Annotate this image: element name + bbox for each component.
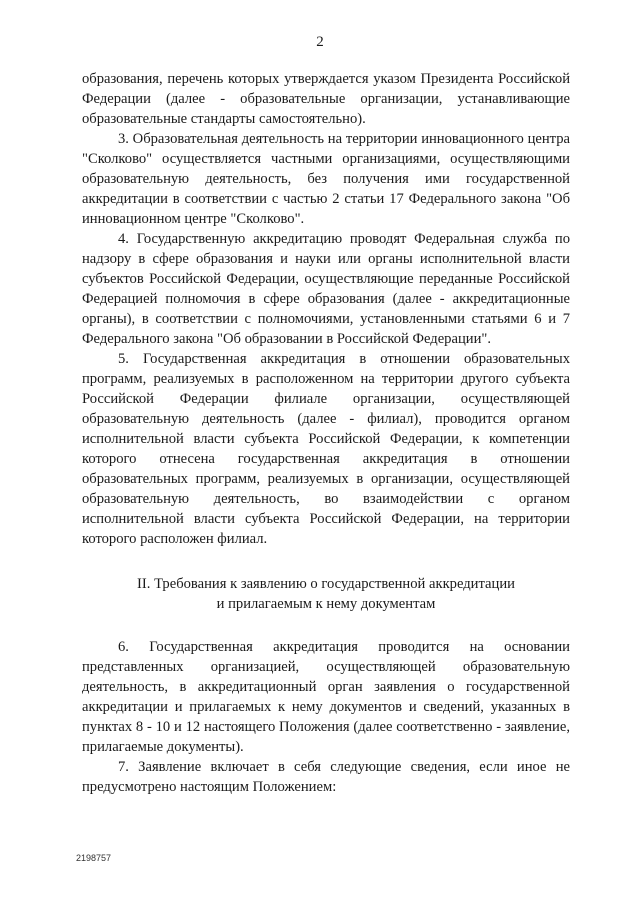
paragraph-7: 7. Заявление включает в себя следующие сведения, если иное не предусмотрено настоящим Положением:: [82, 759, 570, 795]
paragraph-5: 5. Государственная аккредитация в отношении образовательных программ, реализуемых в расположенном на территории другого субъекта Российской Федерации филиале организации, осуществляющей образовательную деятельность (далее - филиал), проводится органом исполнительной власти субъекта Российской Федерации, к компетенции которого отнесена государственная аккредитация в отношении образовательных программ, реализуемых в организации, осуществляющей образовательную деятельность, во взаимодействии с органом исполнительной власти субъекта Российской Федерации, на территории которого расположен филиал.: [82, 351, 570, 547]
paragraph-3: 3. Образовательная деятельность на территории инновационного центра "Сколково" осуществляется частными организациями, осуществляющими образовательную деятельность, без получения ими государственной аккредитации в соответствии с частью 2 статьи 17 Федерального закона "Об инновационном центре "Сколково".: [82, 131, 570, 227]
section-heading-line-2: и прилагаемым к нему документам: [216, 596, 436, 612]
page-number: 2: [316, 34, 324, 50]
section-heading-line-1: II. Требования к заявлению о государственной аккредитации: [137, 576, 515, 592]
document-body: [82, 69, 570, 797]
paragraph-4: 4. Государственную аккредитацию проводят Федеральная служба по надзору в сфере образования и науки или органы исполнительной власти субъектов Российской Федерации, осуществляющие переданные Российской Федерацией полномочия в сфере образования (далее - аккредитационные органы), в соответствии с полномочиями, установленными статьями 6 и 7 Федерального закона "Об образовании в Российской Федерации".: [82, 231, 570, 347]
paragraph-6: 6. Государственная аккредитация проводится на основании представленных организацией, осуществляющей образовательную деятельность, в аккредитационный орган заявления о государственной аккредитации и прилагаемых к нему документов и сведений, указанных в пунктах 8 - 10 и 12 настоящего Положения (далее соответственно - заявление, прилагаемые документы).: [82, 639, 570, 755]
document-id: 2198757: [76, 853, 112, 863]
paragraph-continuation: образования, перечень которых утверждается указом Президента Российской Федерации (далее - образовательные организации, устанавливающие образовательные стандарты самостоятельно).: [82, 71, 570, 127]
section-heading: [82, 574, 570, 614]
